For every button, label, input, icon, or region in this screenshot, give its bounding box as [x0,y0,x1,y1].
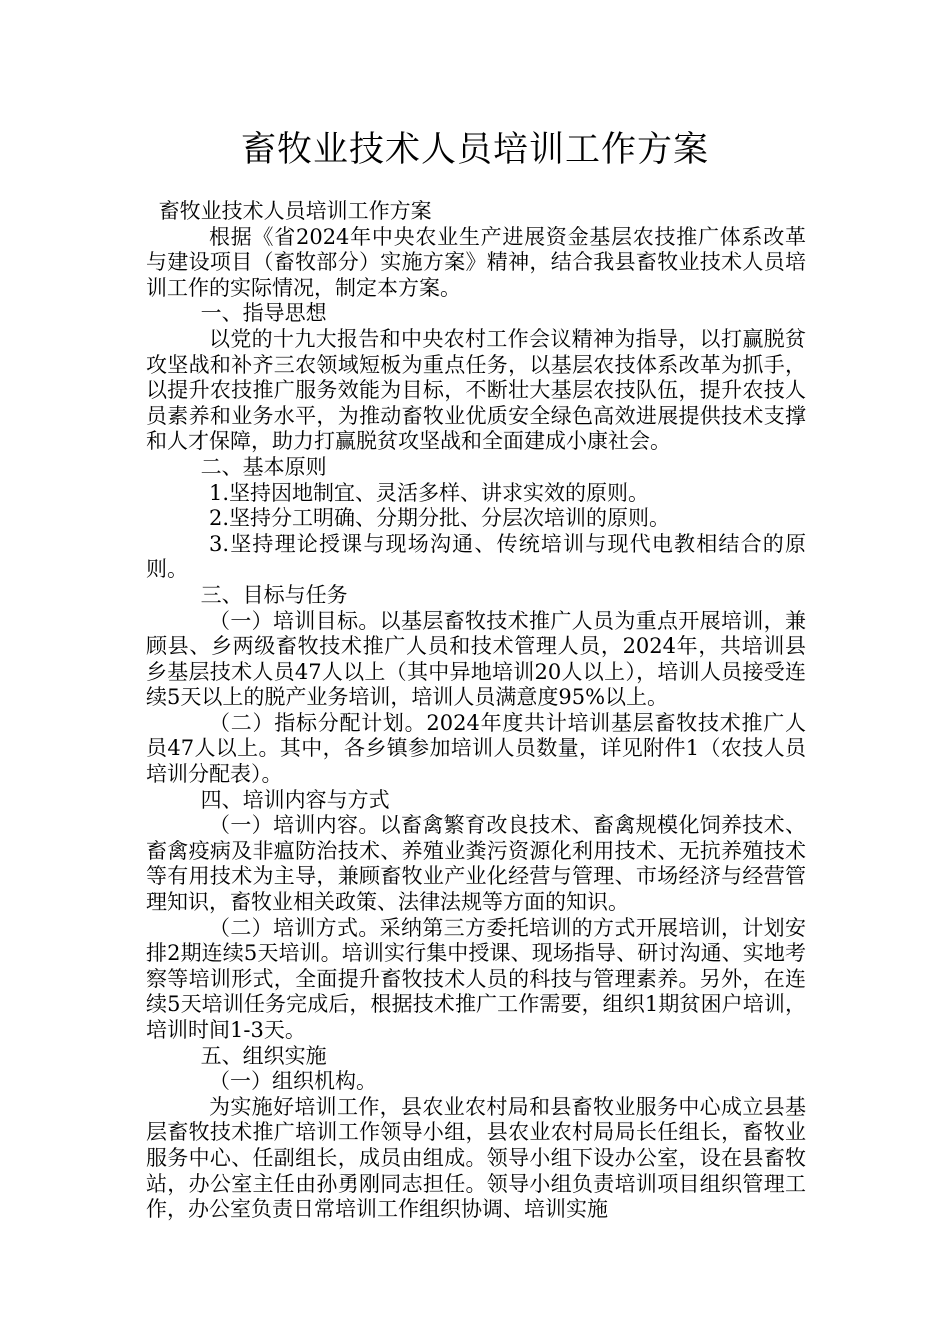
quota-plan-paragraph: （二）指标分配计划。2024年度共计培训基层畜牧技术推广人员47人以上。其中，各乡镇参加培训人员数量，详见附件1（农技人员培训分配表）。 [146,710,806,787]
organization-paragraph: 为实施好培训工作，县农业农村局和县畜牧业服务中心成立县基层畜牧技术推广培训工作领导小组，县农业农村局局长任组长，畜牧业服务中心、任副组长，成员由组成。领导小组下设办公室，设在县畜牧站，办公室主任由孙勇刚同志担任。领导小组负责培训项目组织管理工作，办公室负责日常培训工作组织协调、培训实施 [146,1094,806,1222]
section-heading-goals-tasks: 三、目标与任务 [200,582,348,607]
principle-item-2: 2.坚持分工明确、分期分批、分层次培训的原则。 [209,506,671,531]
section-heading-guiding-ideology: 一、指导思想 [200,301,327,326]
document-title: 畜牧业技术人员培训工作方案 [240,130,709,170]
section-heading-content-method: 四、培训内容与方式 [200,787,390,812]
guiding-ideology-paragraph: 以党的十九大报告和中央农村工作会议精神为指导，以打赢脱贫攻坚战和补齐三农领域短板为重点任务，以基层农技体系改革为抓手，以提升农技推广服务效能为目标，不断壮大基层农技队伍，提升农技人员素养和业务水平，为推动畜牧业优质安全绿色高效进展提供技术支撑和人才保障，助力打赢脱贫攻坚战和全面建成小康社会。 [146,326,806,454]
training-content-paragraph: （一）培训内容。以畜禽繁育改良技术、畜禽规模化饲养技术、畜禽疫病及非瘟防治技术、养殖业粪污资源化利用技术、无抗养殖技术等有用技术为主导，兼顾畜牧业产业化经营与管理、市场经济与经营管理知识，畜牧业相关政策、法律法规等方面的知识。 [146,813,806,915]
section-heading-basic-principles: 二、基本原则 [200,454,327,479]
training-method-paragraph: （二）培训方式。采纳第三方委托培训的方式开展培训，计划安排2期连续5天培训。培训实行集中授课、现场指导、研讨沟通、实地考察等培训形式，全面提升畜牧技术人员的科技与管理素养。另外，在连续5天培训任务完成后，根据技术推广工作需要，组织1期贫困户培训，培训时间1-3天。 [146,915,806,1042]
principle-item-1: 1.坚持因地制宜、灵活多样、讲求实效的原则。 [209,480,650,505]
intro-paragraph: 根据《省2024年中央农业生产进展资金基层农技推广体系改革与建设项目（畜牧部分）实施方案》精神，结合我县畜牧业技术人员培训工作的实际情况，制定本方案。 [146,224,806,300]
principle-item-3: 3.坚持理论授课与现场沟通、传统培训与现代电教相结合的原则。 [146,531,806,582]
training-goal-paragraph: （一）培训目标。以基层畜牧技术推广人员为重点开展培训，兼顾县、乡两级畜牧技术推广人员和技术管理人员，2024年，共培训县乡基层技术人员47人以上（其中异地培训20人以上），培训人员接受连续5天以上的脱产业务培训，培训人员满意度95%以上。 [146,608,806,710]
document-body [146,199,806,1223]
subtitle-paragraph: 畜牧业技术人员培训工作方案 [158,199,432,223]
subsection-heading-organization: （一）组织机构。 [209,1069,377,1094]
section-heading-organization: 五、组织实施 [200,1043,327,1068]
